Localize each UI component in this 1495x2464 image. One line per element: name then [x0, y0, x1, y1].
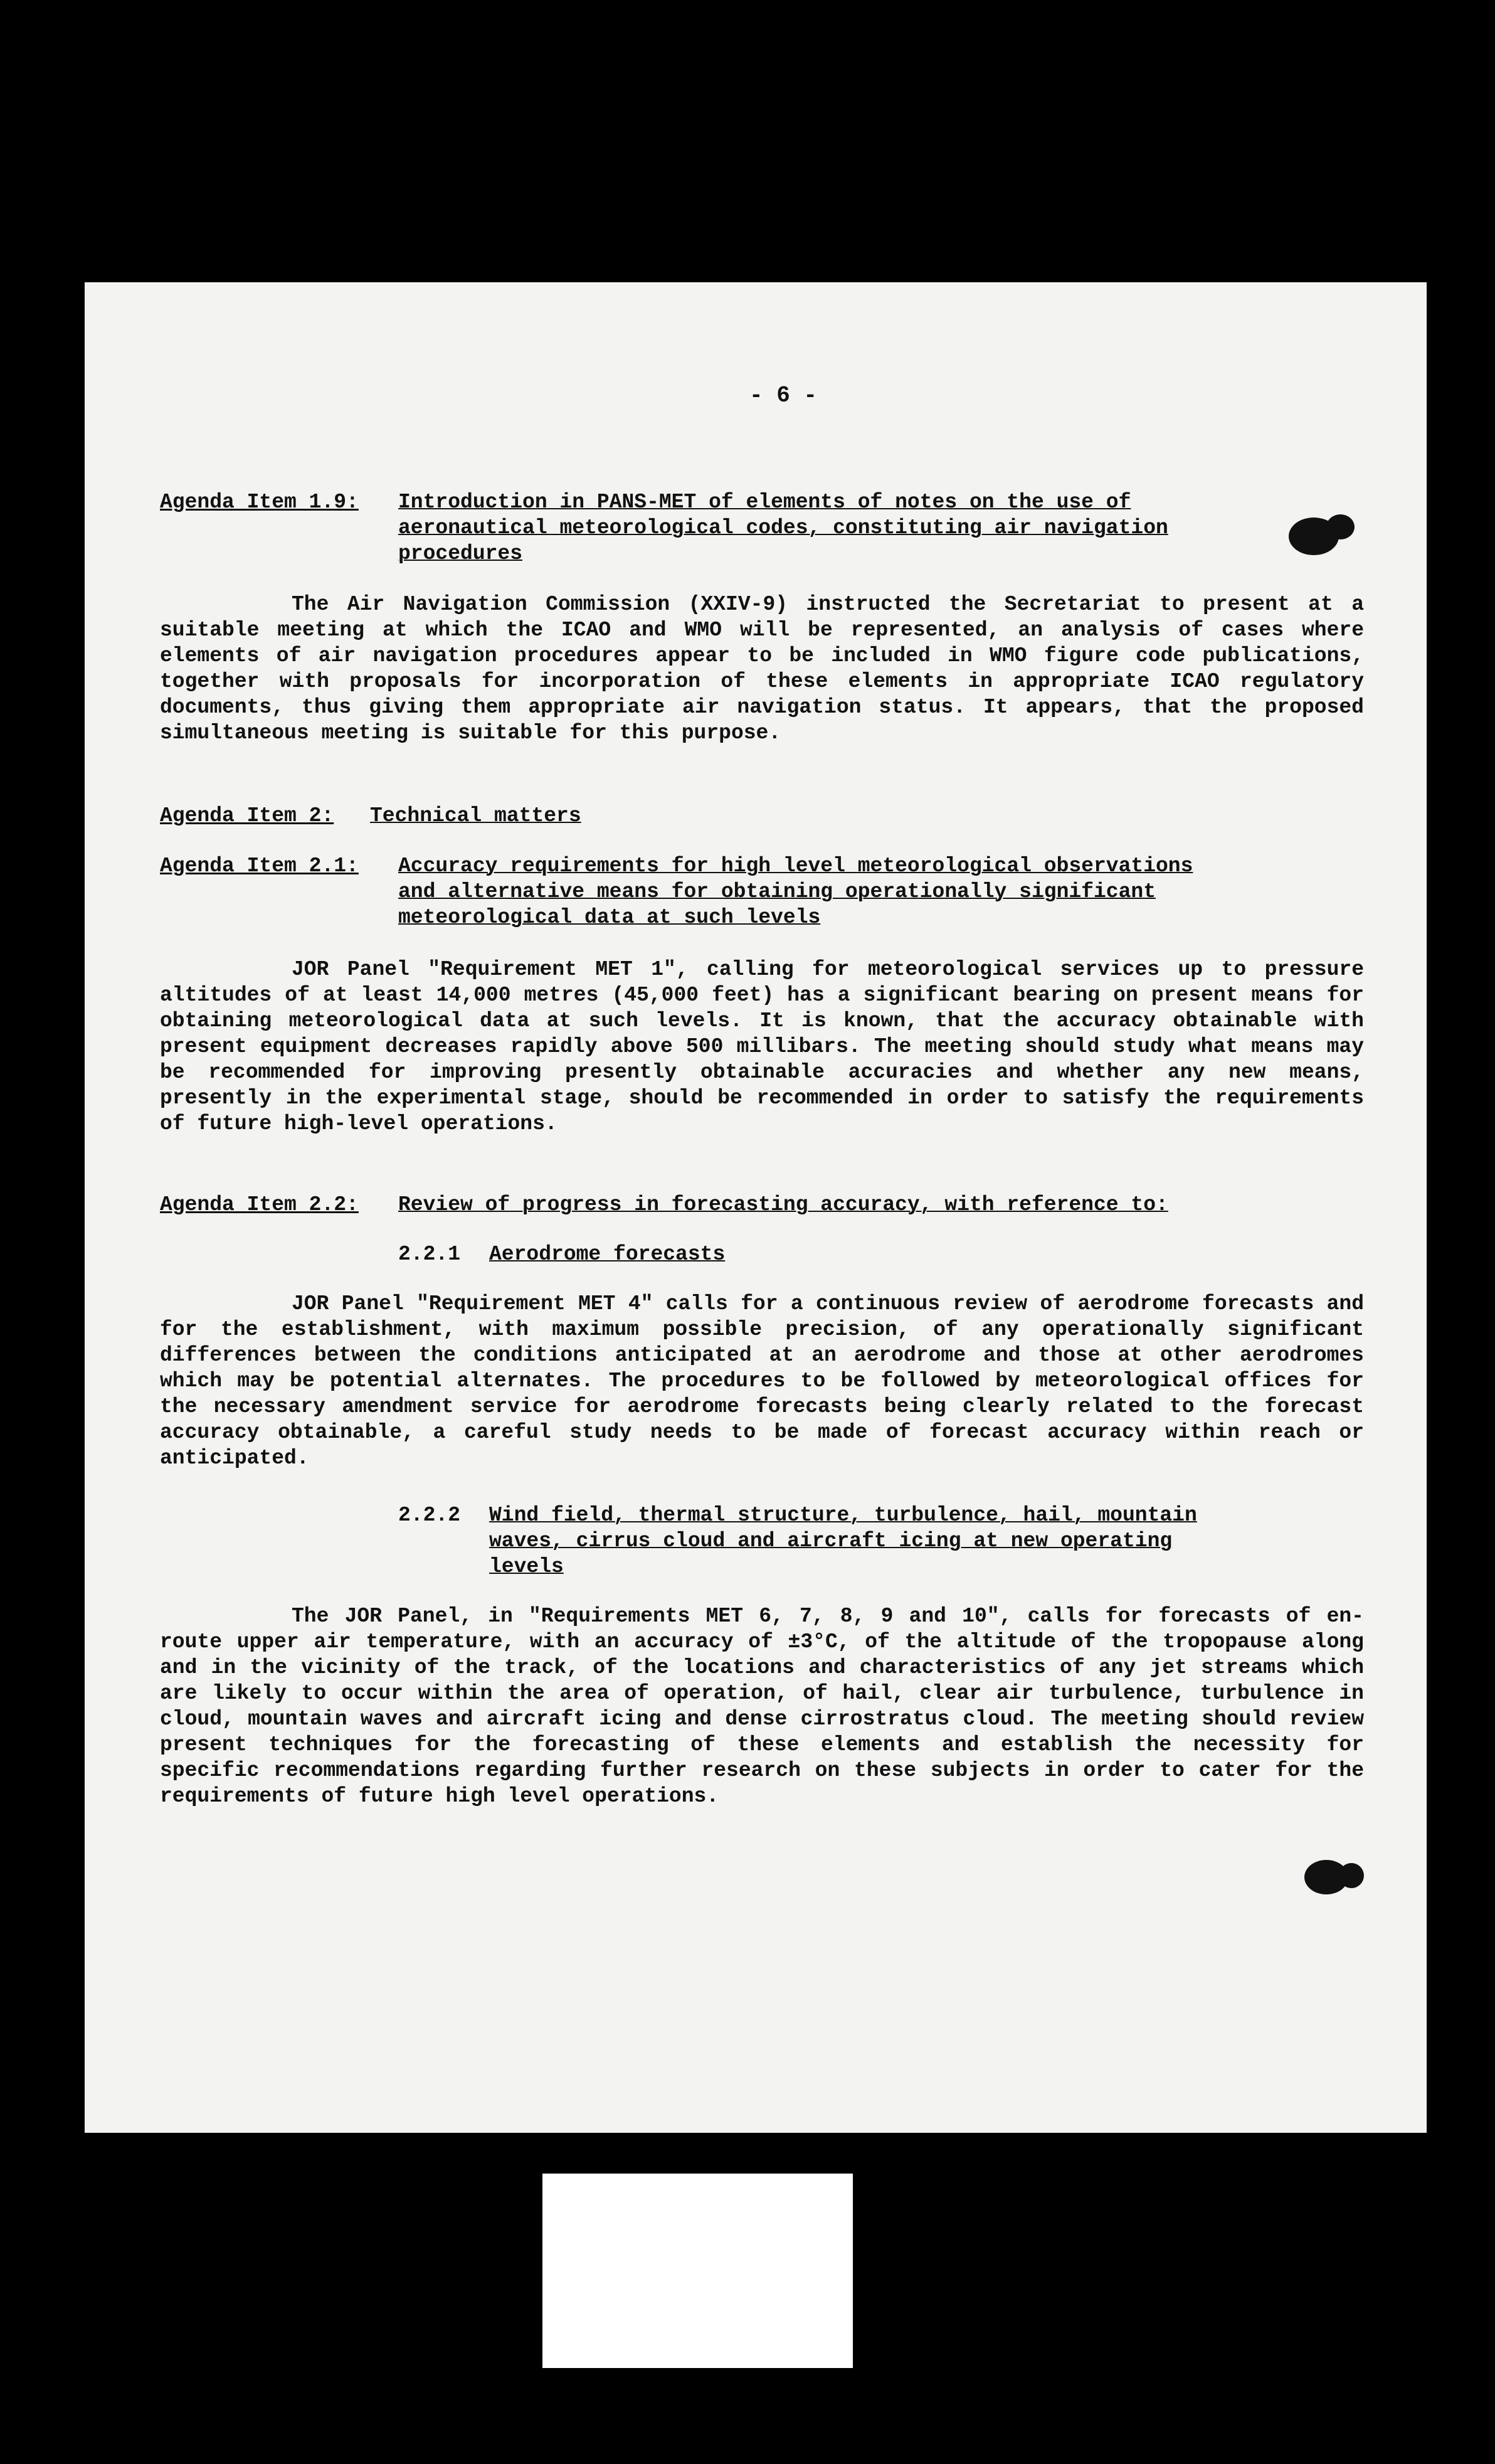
agenda-item-2	[160, 803, 1364, 829]
agenda-item-body: The Air Navigation Commission (XXIV-9) instructed the Secretariat to present at a suitable meeting at which the ICAO and WMO will be represented, an analysis of cases where elements of air navigation procedures appear to be included in WMO figure code publications, together with proposals for incorporation of these elements in appropriate ICAO regulatory documents, thus giving them appropriate air navigation status. It appears, that the proposed simultaneous meeting is suitable for this purpose.	[160, 593, 1364, 745]
agenda-item-body: JOR Panel "Requirement MET 1", calling for meteorological services up to pressure altitudes of at least 14,000 metres (45,000 feet) has a significant bearing on present means for obtaining meteorological data at such levels. It is known, that the accuracy obtainable with present equipment decreases rapidly above 500 millibars. The meeting should study what means may be recommended for improving presently obtainable accuracies and whether any new means, presently in the experimental stage, should be recommended in order to satisfy the requirements of future high-level operations.	[160, 958, 1364, 1135]
agenda-item-label: Agenda Item 2.1:	[160, 854, 359, 878]
agenda-item-title: Accuracy requirements for high level meteorological observations and alternative means for obtaining operationally significant meteorological data at such levels	[398, 854, 1193, 929]
agenda-item-label: Agenda Item 1.9:	[160, 491, 359, 514]
agenda-item-label: Agenda Item 2:	[160, 804, 334, 827]
sub-item-title: Wind field, thermal structure, turbulence, hail, mountain waves, cirrus cloud and aircraft icing at new operating levels	[489, 1504, 1197, 1578]
agenda-item-label: Agenda Item 2.2:	[160, 1193, 359, 1216]
sub-item-body: JOR Panel "Requirement MET 4" calls for a continuous review of aerodrome forecasts and for the establishment, with maximum possible precision, of any operationally significant differences between the conditions anticipated at an aerodrome and those at other aerodromes which may be potential alternates. The procedures to be followed by meteorological offices for the necessary amendment service for aerodrome forecasts being clearly related to the forecast accuracy obtainable, a careful study needs to be made of forecast accuracy within reach or anticipated.	[160, 1292, 1364, 1470]
sub-item-number: 2.2.1	[398, 1243, 461, 1266]
agenda-item-1-9	[160, 489, 1364, 746]
sub-item-2-2-2	[398, 1502, 1364, 1580]
ink-blot-bottom-small	[1339, 1863, 1364, 1888]
blank-card	[542, 2174, 853, 2368]
sub-item-2-2-1	[398, 1241, 1364, 1267]
sub-item-number: 2.2.2	[398, 1504, 461, 1527]
agenda-item-2-1	[160, 853, 1364, 1137]
agenda-item-title: Review of progress in forecasting accuracy, with reference to:	[398, 1193, 1168, 1216]
document-page	[85, 282, 1427, 2133]
page-number: - 6 -	[749, 383, 818, 408]
agenda-item-title: Technical matters	[370, 804, 581, 827]
sub-item-title: Aerodrome forecasts	[489, 1243, 726, 1266]
agenda-item-2-2	[160, 1192, 1364, 1809]
agenda-item-title: Introduction in PANS-MET of elements of notes on the use of aeronautical meteorological codes, constituting air navigation procedures	[398, 491, 1168, 565]
sub-item-body: The JOR Panel, in "Requirements MET 6, 7, 8, 9 and 10", calls for forecasts of en-route upper air temperature, with an accuracy of ±3°C, of the altitude of the tropopause along and in the vicinity of the track, of the locations and characteristics of any jet streams which are likely to occur within the area of operation, of hail, clear air turbulence, turbulence in cloud, mountain waves and aircraft icing and dense cirrostratus cloud. The meeting should review present techniques for the forecasting of these elements and establish the necessity for specific recommendations regarding further research on these subjects in order to cater for the requirements of future high level operations.	[160, 1605, 1364, 1808]
